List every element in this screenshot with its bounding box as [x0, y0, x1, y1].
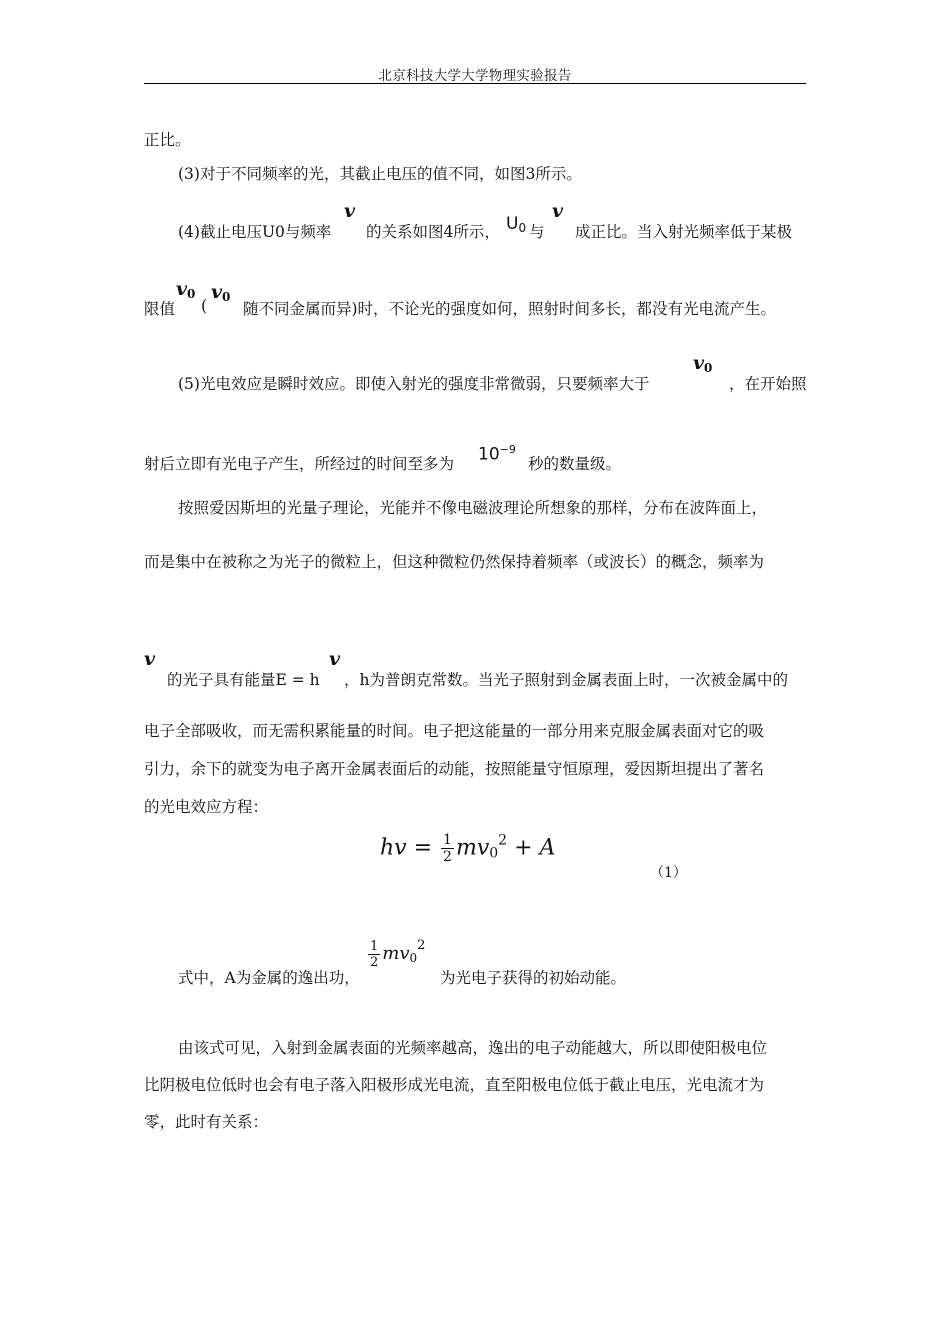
paragraph-line: 为光电子获得的初始动能。: [440, 969, 627, 987]
nu-symbol: v: [329, 648, 341, 670]
paragraph-line: (: [201, 297, 208, 315]
paragraph-line: 的关系如图4所示，: [366, 223, 500, 241]
u0-symbol: $U_0$: [506, 214, 527, 235]
paragraph-line: 成正比。当入射光频率低于某极: [575, 223, 793, 241]
paragraph-line: 引力，余下的就变为电子离开金属表面后的动能，按照能量守恒原理，爱因斯坦提出了著名: [144, 760, 765, 778]
paragraph-line: 限值: [144, 300, 176, 318]
nu-symbol: v: [144, 648, 156, 670]
photoelectric-equation: hv = $\frac{1}{2}$ $mv_0^2 + A$: [380, 832, 556, 865]
paragraph-line: 而是集中在被称之为光子的微粒上，但这种微粒仍然保持着频率（或波长）的概念，频率为: [144, 553, 765, 571]
paragraph-line: 秒的数量级。: [528, 455, 622, 473]
paragraph-line: ，在开始照: [729, 375, 807, 393]
paragraph-line: 随不同金属而异)时，不论光的强度如何，照射时间多长，都没有光电流产生。: [243, 300, 777, 318]
paragraph-line: ，h为普朗克常数。当光子照射到金属表面上时，一次被金属中的: [344, 671, 788, 689]
nu0-symbol: $v_0$: [211, 281, 231, 304]
nu-symbol: v: [344, 200, 356, 222]
time-magnitude: $10^{-9}$: [478, 443, 516, 465]
kinetic-energy-expression: $\frac{1}{2}$ $mv_0^2$: [370, 938, 426, 970]
nu0-symbol: $v_0$: [176, 278, 196, 301]
paragraph-line: (5)光电效应是瞬时效应。即使入射光的强度非常微弱，只要频率大于: [178, 375, 650, 393]
paragraph-line: 式中，A为金属的逸出功，: [178, 969, 360, 987]
paragraph-line: (3)对于不同频率的光，其截止电压的值不同，如图3所示。: [178, 165, 582, 183]
paragraph-line: 比阴极电位低时也会有电子落入阳极形成光电流，直至阳极电位低于截止电压，光电流才为: [144, 1076, 765, 1094]
page-header: 北京科技大学大学物理实验报告: [378, 68, 572, 84]
equation-number: （1）: [650, 865, 687, 881]
paragraph-line: 的光电效应方程：: [144, 798, 269, 816]
paragraph-line: 正比。: [144, 131, 191, 149]
header-rule: [144, 83, 806, 84]
paragraph-line: 电子全部吸收，而无需积累能量的时间。电子把这能量的一部分用来克服金属表面对它的吸: [144, 722, 765, 740]
nu-symbol: v: [552, 200, 564, 222]
paragraph-line: 与: [529, 223, 545, 241]
paragraph-line: 零，此时有关系：: [144, 1113, 269, 1131]
nu0-symbol: $v_0$: [693, 352, 713, 375]
paragraph-line: 射后立即有光电子产生，所经过的时间至多为: [144, 455, 455, 473]
paragraph-line: 的光子具有能量E = h: [167, 671, 320, 689]
paragraph-line: 由该式可见，入射到金属表面的光频率越高，逸出的电子动能越大，所以即使阳极电位: [178, 1039, 768, 1057]
paragraph-line: 按照爱因斯坦的光量子理论，光能并不像电磁波理论所想象的那样，分布在波阵面上，: [178, 499, 768, 517]
paragraph-line: (4)截止电压U0与频率: [178, 223, 332, 241]
